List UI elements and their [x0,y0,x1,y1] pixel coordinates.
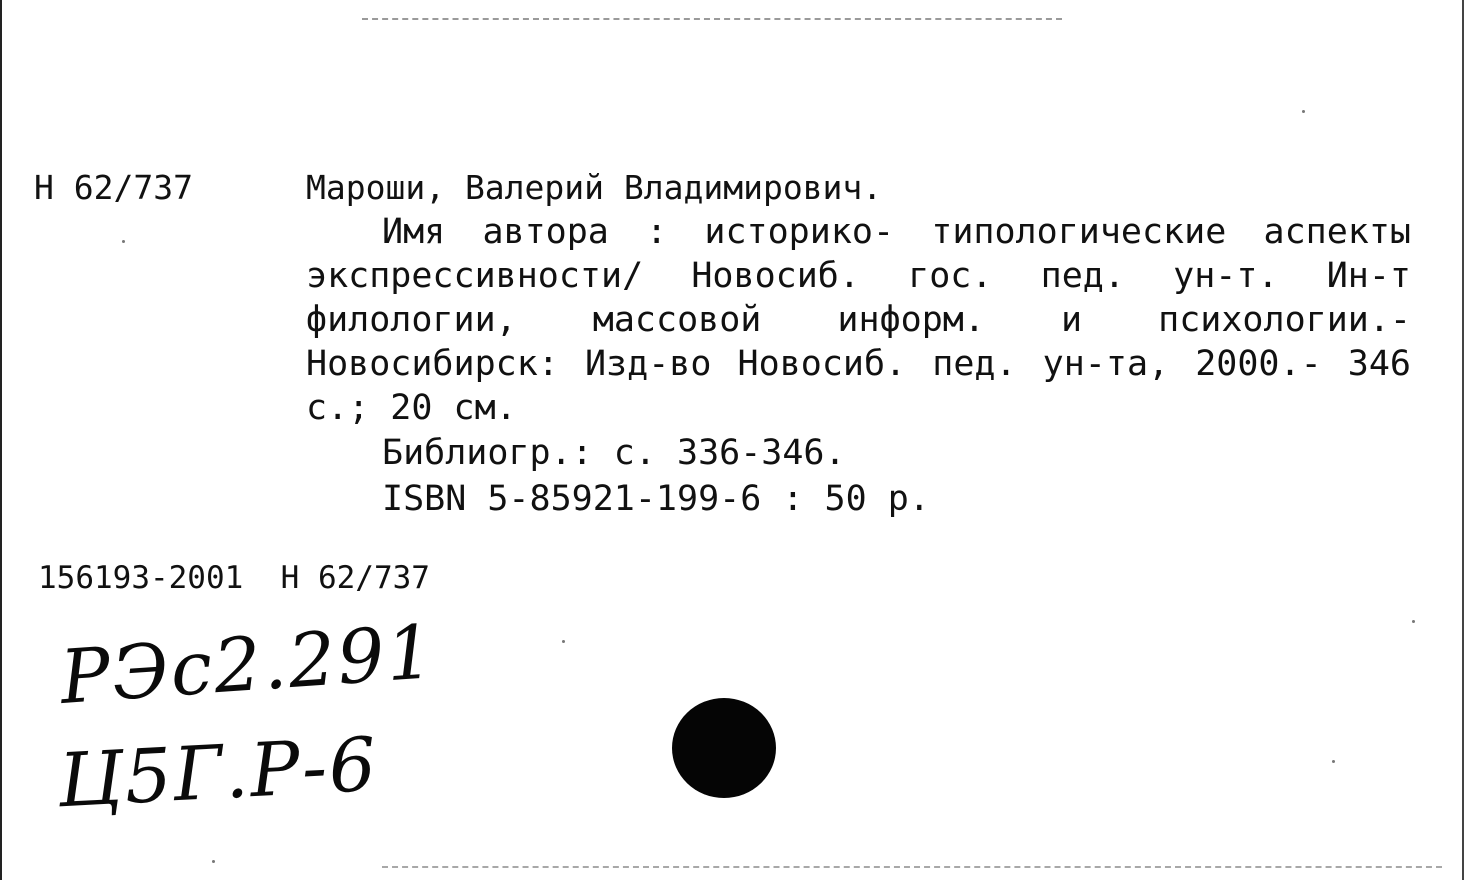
shelfmark: Н 62/737 [34,168,193,207]
author-heading: Мароши, Валерий Владимирович. [306,168,883,207]
scan-speck [1412,620,1415,623]
scan-speck [1332,760,1335,763]
card-bottom-border [382,866,1442,868]
scan-speck [122,240,125,243]
handwritten-author-mark: Ц5Г.Р-6 [55,721,381,825]
scan-speck [212,860,215,863]
isbn-note: ISBN 5-85921-199-6 : 50 р. [382,479,930,519]
bibliography-note: Библиогр.: с. 336-346. [382,433,846,473]
scan-speck [562,640,565,643]
scan-speck [1302,110,1305,113]
accession-footer: 156193-2001 Н 62/737 [38,560,430,596]
title-description: Имя автора : историко- типологические аспекты экспрессивности/ Новосиб. гос. пед. ун-т. Ин-т филологии, массовой информ. и психологии.- Новосибирск: Изд-во Новосиб. пед. ун-та, 2000.- 346 с.; 20 см. [306,212,1411,428]
card-top-border [362,18,1062,20]
bibliographic-entry [306,166,1411,522]
punch-hole [672,698,776,798]
handwritten-classification: РЭс2.291 [57,609,439,721]
